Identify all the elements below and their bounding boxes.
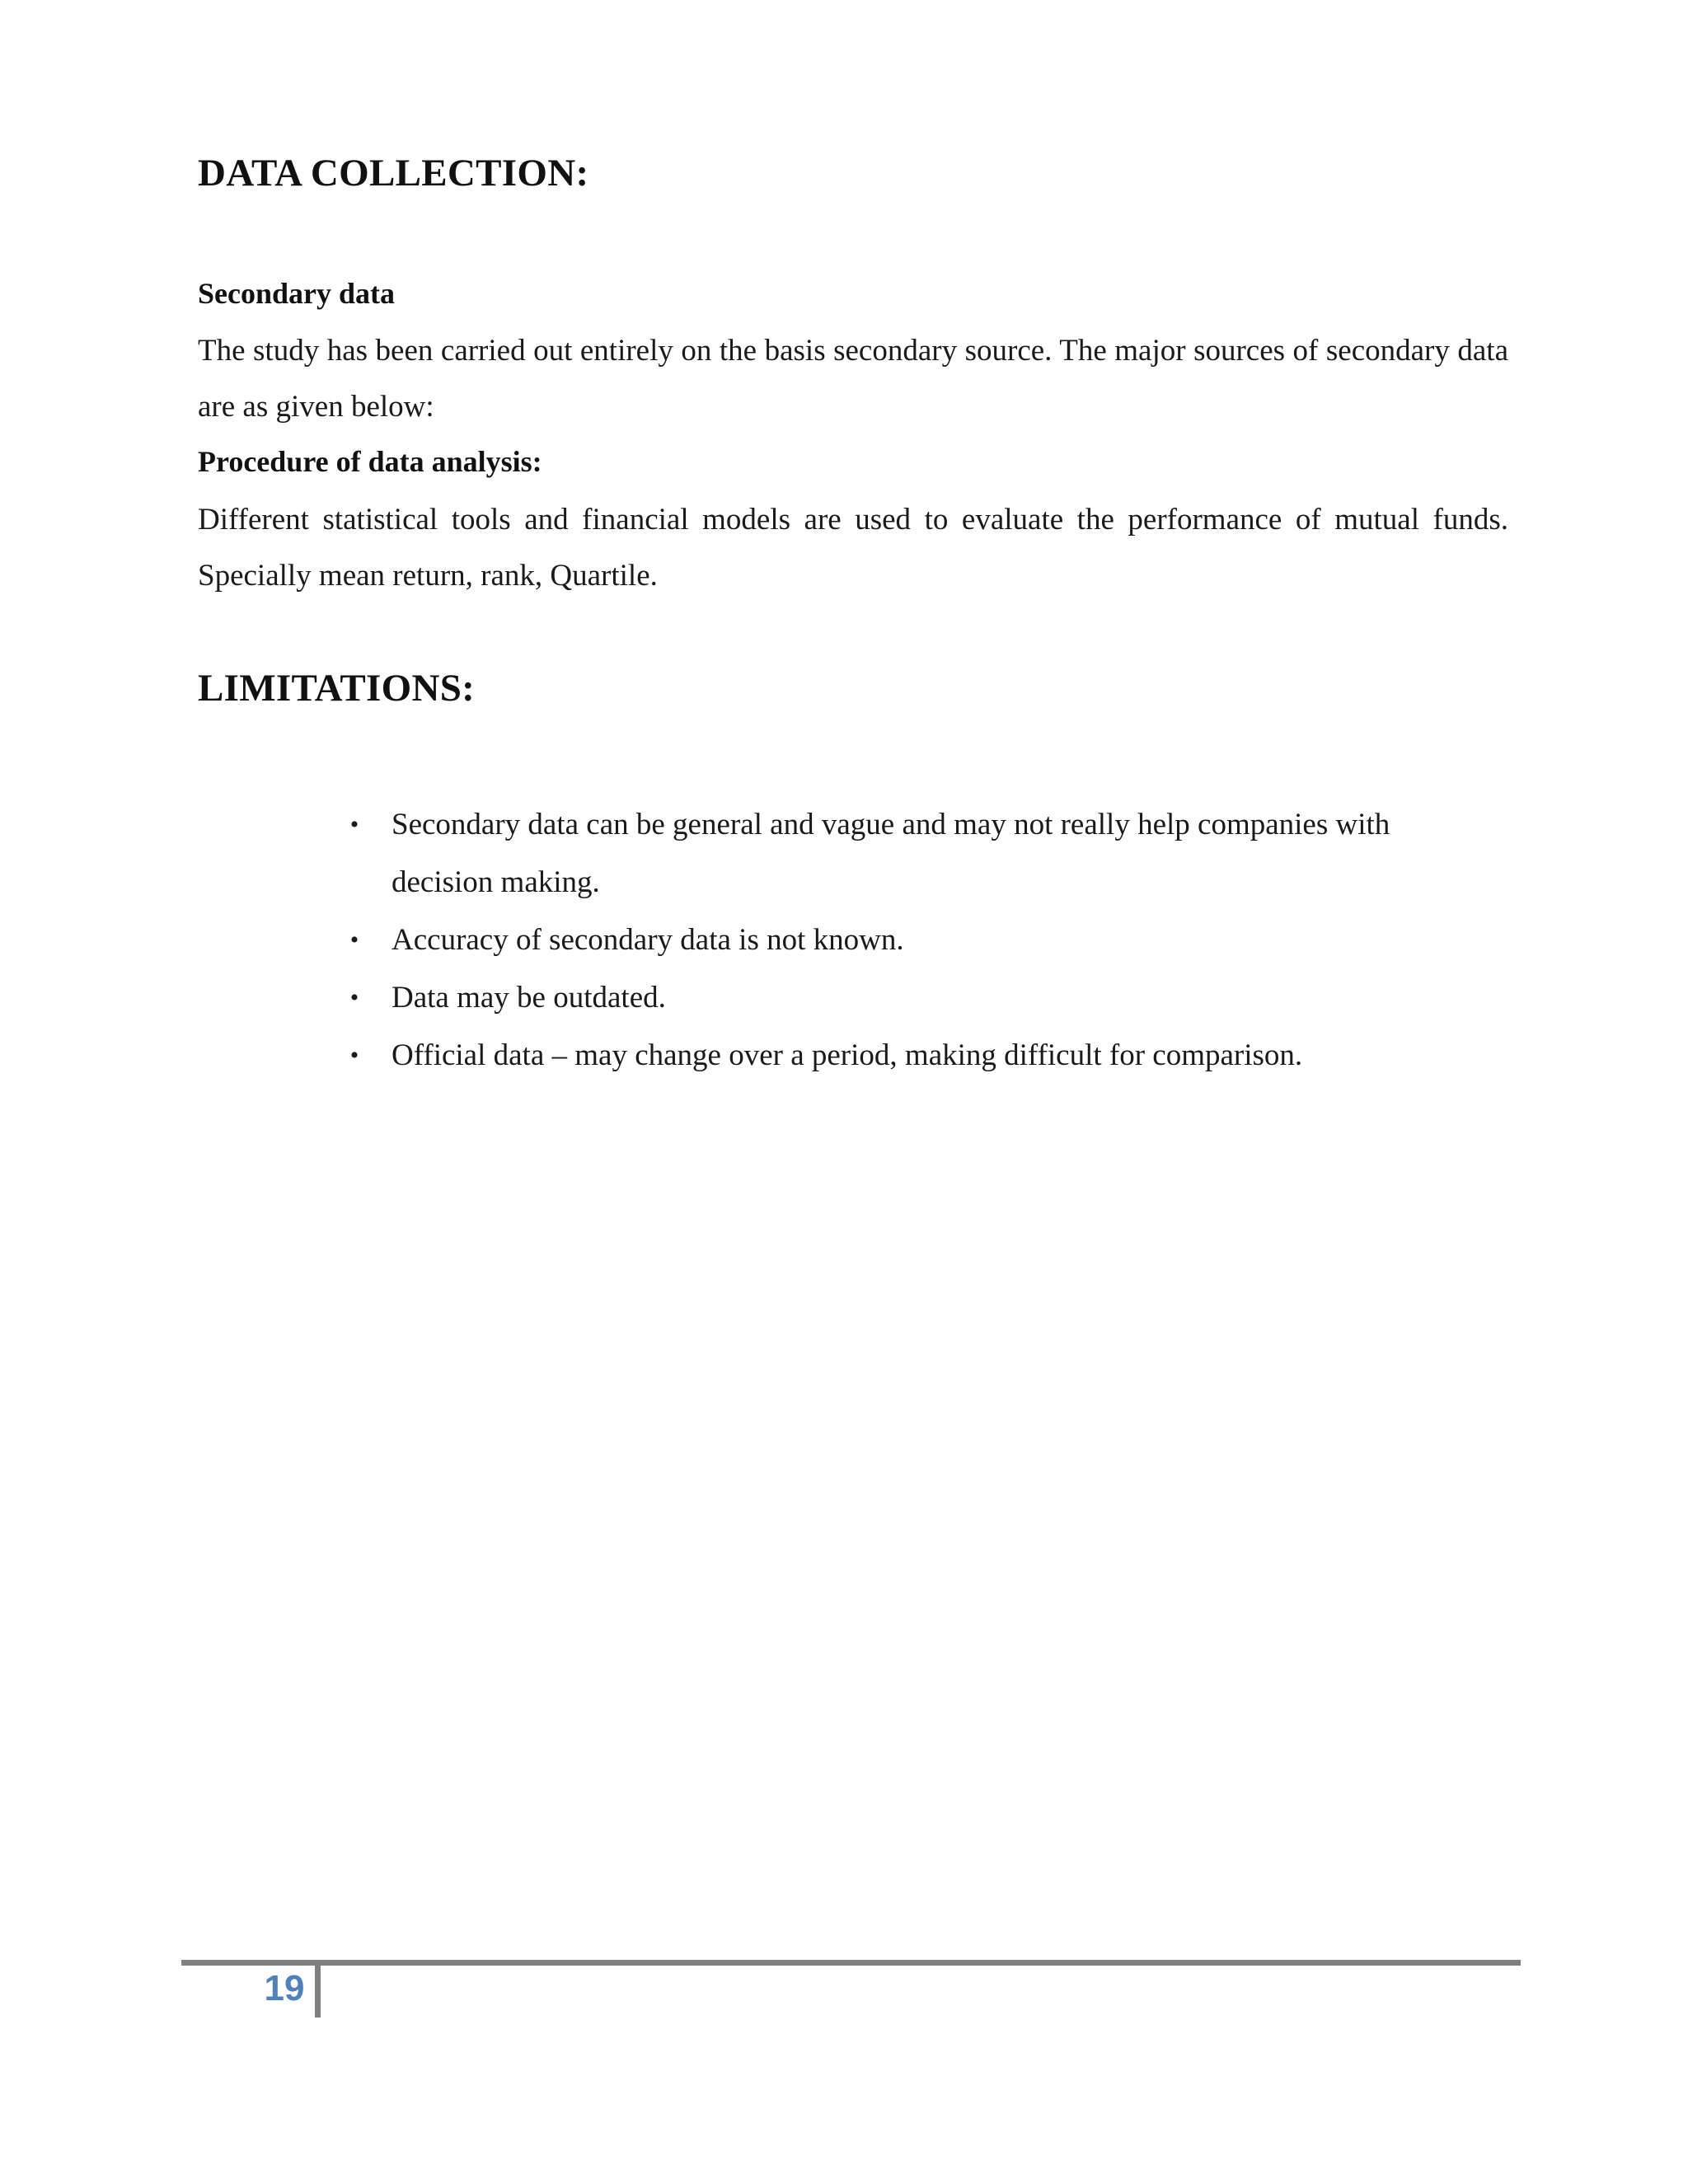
list-item: [342, 796, 1479, 912]
procedure-subheading: Procedure of data analysis:: [198, 445, 542, 478]
limitations-heading: LIMITATIONS:: [198, 667, 476, 710]
bullet-icon: •: [349, 984, 359, 1011]
list-item: [342, 912, 1479, 969]
bullet-icon: •: [349, 811, 359, 838]
bullet-icon: •: [349, 1042, 359, 1069]
list-item-text: Official data – may change over a period, making difficult for comparison.: [392, 1038, 1303, 1072]
list-item: [342, 969, 1479, 1027]
secondary-data-subheading: Secondary data: [198, 277, 396, 310]
footer-rule: [181, 1960, 1521, 1966]
data-collection-heading: DATA COLLECTION:: [198, 152, 589, 194]
list-item: [342, 1027, 1479, 1085]
limitations-list: [342, 796, 1479, 1085]
list-item-text: Accuracy of secondary data is not known.: [392, 923, 904, 957]
page-number: 19: [264, 1968, 305, 2008]
secondary-data-paragraph: The study has been carried out entirely on the basis secondary source. The major sources of secondary data are as given below:: [198, 334, 1508, 424]
procedure-paragraph: Different statistical tools and financial models are used to evaluate the performance of mutual funds. Specially mean return, rank, Quartile.: [198, 503, 1508, 593]
bullet-icon: •: [349, 926, 359, 954]
footer-divider: [315, 1964, 321, 2018]
list-item-text: Data may be outdated.: [392, 981, 666, 1015]
list-item-text: Secondary data can be general and vague and may not really help companies with decision making.: [392, 808, 1390, 899]
